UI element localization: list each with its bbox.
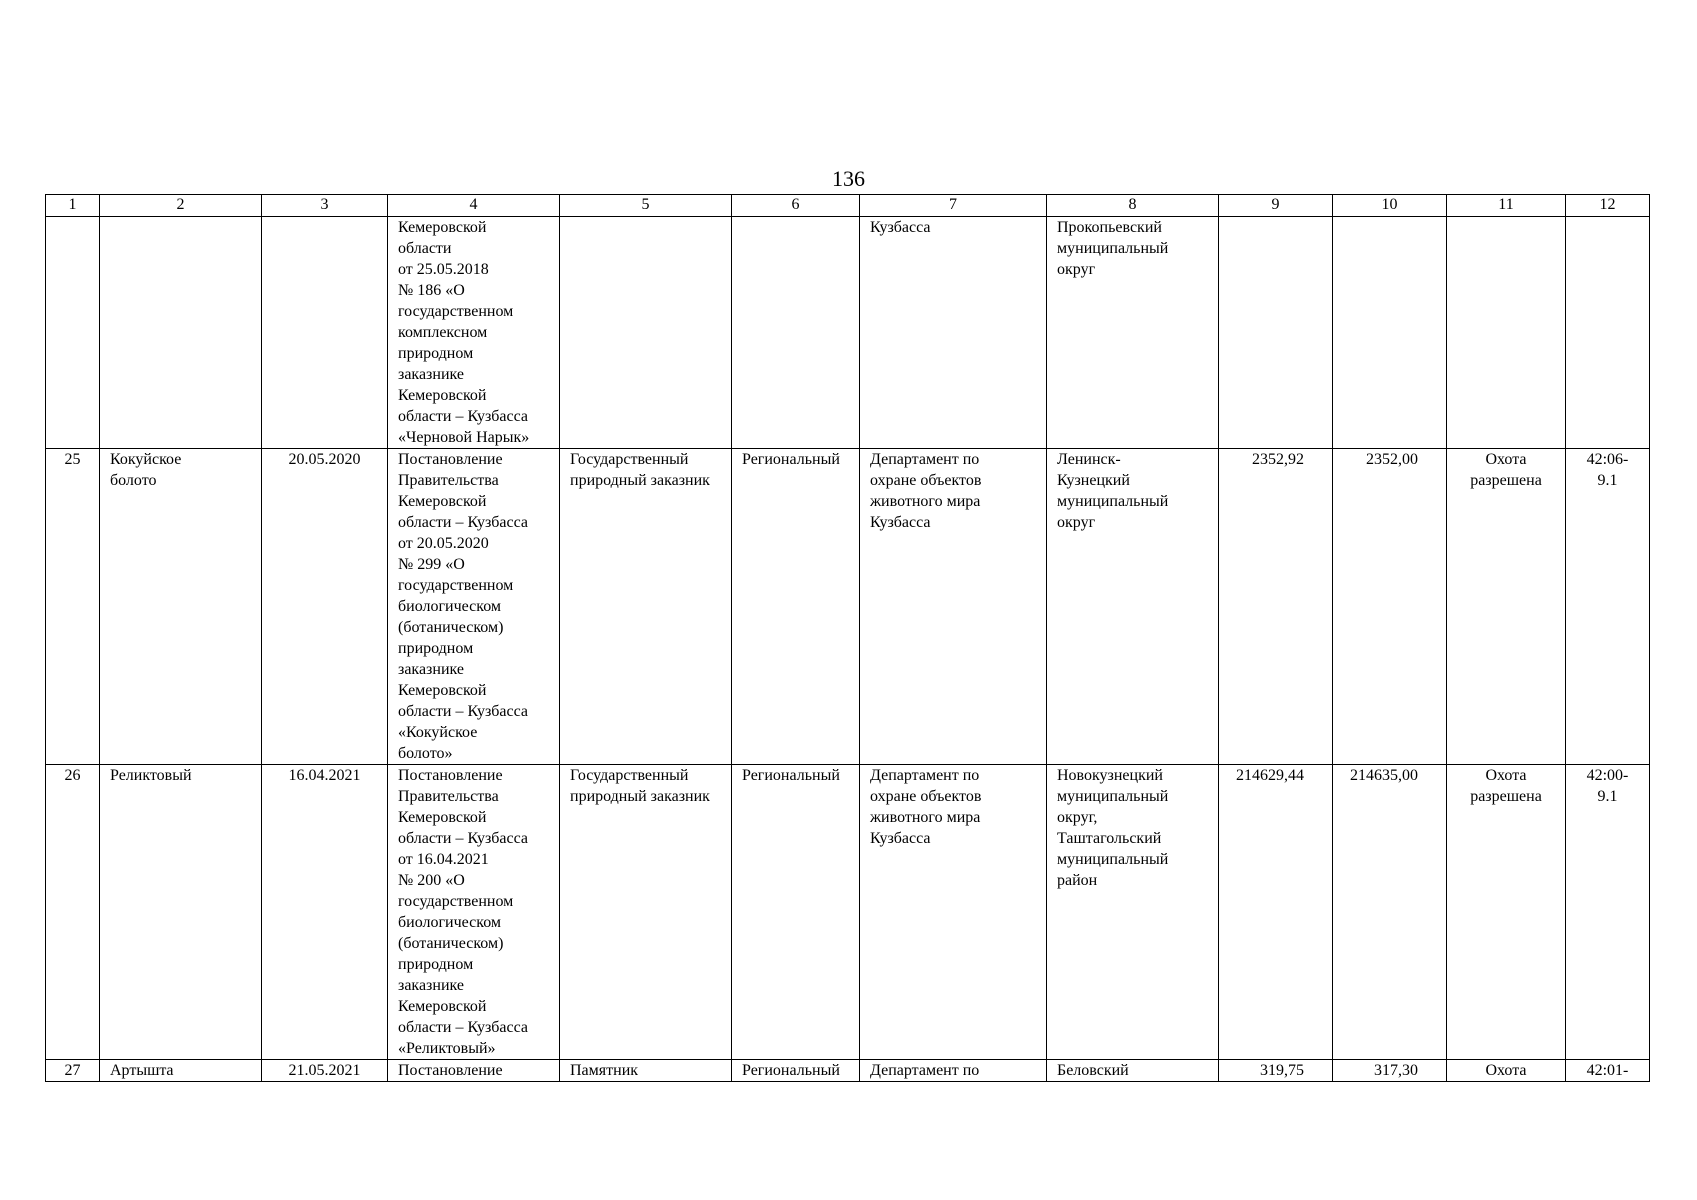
table-row-27 [46,1060,1650,1082]
table-row-continuation [46,217,1650,449]
cell-code: 42:06- 9.1 [1566,449,1650,765]
cell-area-actual: 214635,00 [1333,765,1447,1060]
cell-name: Кокуйское болото [100,449,262,765]
page-number: 136 [832,166,865,191]
cell-hunting: Охота разрешена [1447,765,1566,1060]
column-number: 12 [1566,195,1650,217]
cell-hunting [1447,217,1566,449]
cell-location: Прокопьевский муниципальный округ [1047,217,1219,449]
cell-category: Памятник [560,1060,732,1082]
protected-areas-table [45,194,1650,1082]
cell-significance: Региональный [732,449,860,765]
column-number: 10 [1333,195,1447,217]
table-row-26 [46,765,1650,1060]
cell-code [1566,217,1650,449]
column-number: 7 [860,195,1047,217]
cell-name [100,217,262,449]
cell-area-doc: 319,75 [1219,1060,1333,1082]
column-number: 9 [1219,195,1333,217]
cell-date: 16.04.2021 [262,765,388,1060]
column-number: 11 [1447,195,1566,217]
cell-area-actual [1333,217,1447,449]
cell-code: 42:01- [1566,1060,1650,1082]
cell-significance: Региональный [732,1060,860,1082]
column-number: 3 [262,195,388,217]
cell-document: Кемеровской области от 25.05.2018 № 186 «О государственном комплексном природном заказнике Кемеровской области – Кузбасса «Черновой Нарык» [388,217,560,449]
cell-number: 25 [46,449,100,765]
cell-area-actual: 317,30 [1333,1060,1447,1082]
table-row-25 [46,449,1650,765]
cell-significance [732,217,860,449]
cell-area-doc [1219,217,1333,449]
cell-date: 21.05.2021 [262,1060,388,1082]
cell-hunting: Охота разрешена [1447,449,1566,765]
cell-location: Беловский [1047,1060,1219,1082]
cell-location: Новокузнецкий муниципальный округ, Таштагольский муниципальный район [1047,765,1219,1060]
cell-area-actual: 2352,00 [1333,449,1447,765]
cell-category [560,217,732,449]
cell-code: 42:00- 9.1 [1566,765,1650,1060]
cell-category: Государственный природный заказник [560,765,732,1060]
column-number: 1 [46,195,100,217]
cell-name: Артыштa [100,1060,262,1082]
cell-authority: Департамент по [860,1060,1047,1082]
cell-area-doc: 214629,44 [1219,765,1333,1060]
column-number: 4 [388,195,560,217]
cell-authority: Кузбасса [860,217,1047,449]
column-number: 2 [100,195,262,217]
cell-authority: Департамент по охране объектов животного мира Кузбасса [860,765,1047,1060]
cell-date [262,217,388,449]
cell-authority: Департамент по охране объектов животного мира Кузбасса [860,449,1047,765]
cell-number: 26 [46,765,100,1060]
cell-area-doc: 2352,92 [1219,449,1333,765]
cell-significance: Региональный [732,765,860,1060]
cell-number: 27 [46,1060,100,1082]
cell-category: Государственный природный заказник [560,449,732,765]
cell-date: 20.05.2020 [262,449,388,765]
column-number: 6 [732,195,860,217]
cell-document: Постановление [388,1060,560,1082]
cell-name: Реликтовый [100,765,262,1060]
cell-document: Постановление Правительства Кемеровской области – Кузбасса от 16.04.2021 № 200 «О государственном биологическом (ботаническом) природном заказнике Кемеровской области – Кузбасса «Реликтовый» [388,765,560,1060]
cell-location: Ленинск- Кузнецкий муниципальный округ [1047,449,1219,765]
cell-hunting: Охота [1447,1060,1566,1082]
column-number: 5 [560,195,732,217]
column-number: 8 [1047,195,1219,217]
cell-number [46,217,100,449]
cell-document: Постановление Правительства Кемеровской области – Кузбасса от 20.05.2020 № 299 «О государственном биологическом (ботаническом) природном заказнике Кемеровской области – Кузбасса «Кокуйское болото» [388,449,560,765]
column-number-row [46,195,1650,217]
